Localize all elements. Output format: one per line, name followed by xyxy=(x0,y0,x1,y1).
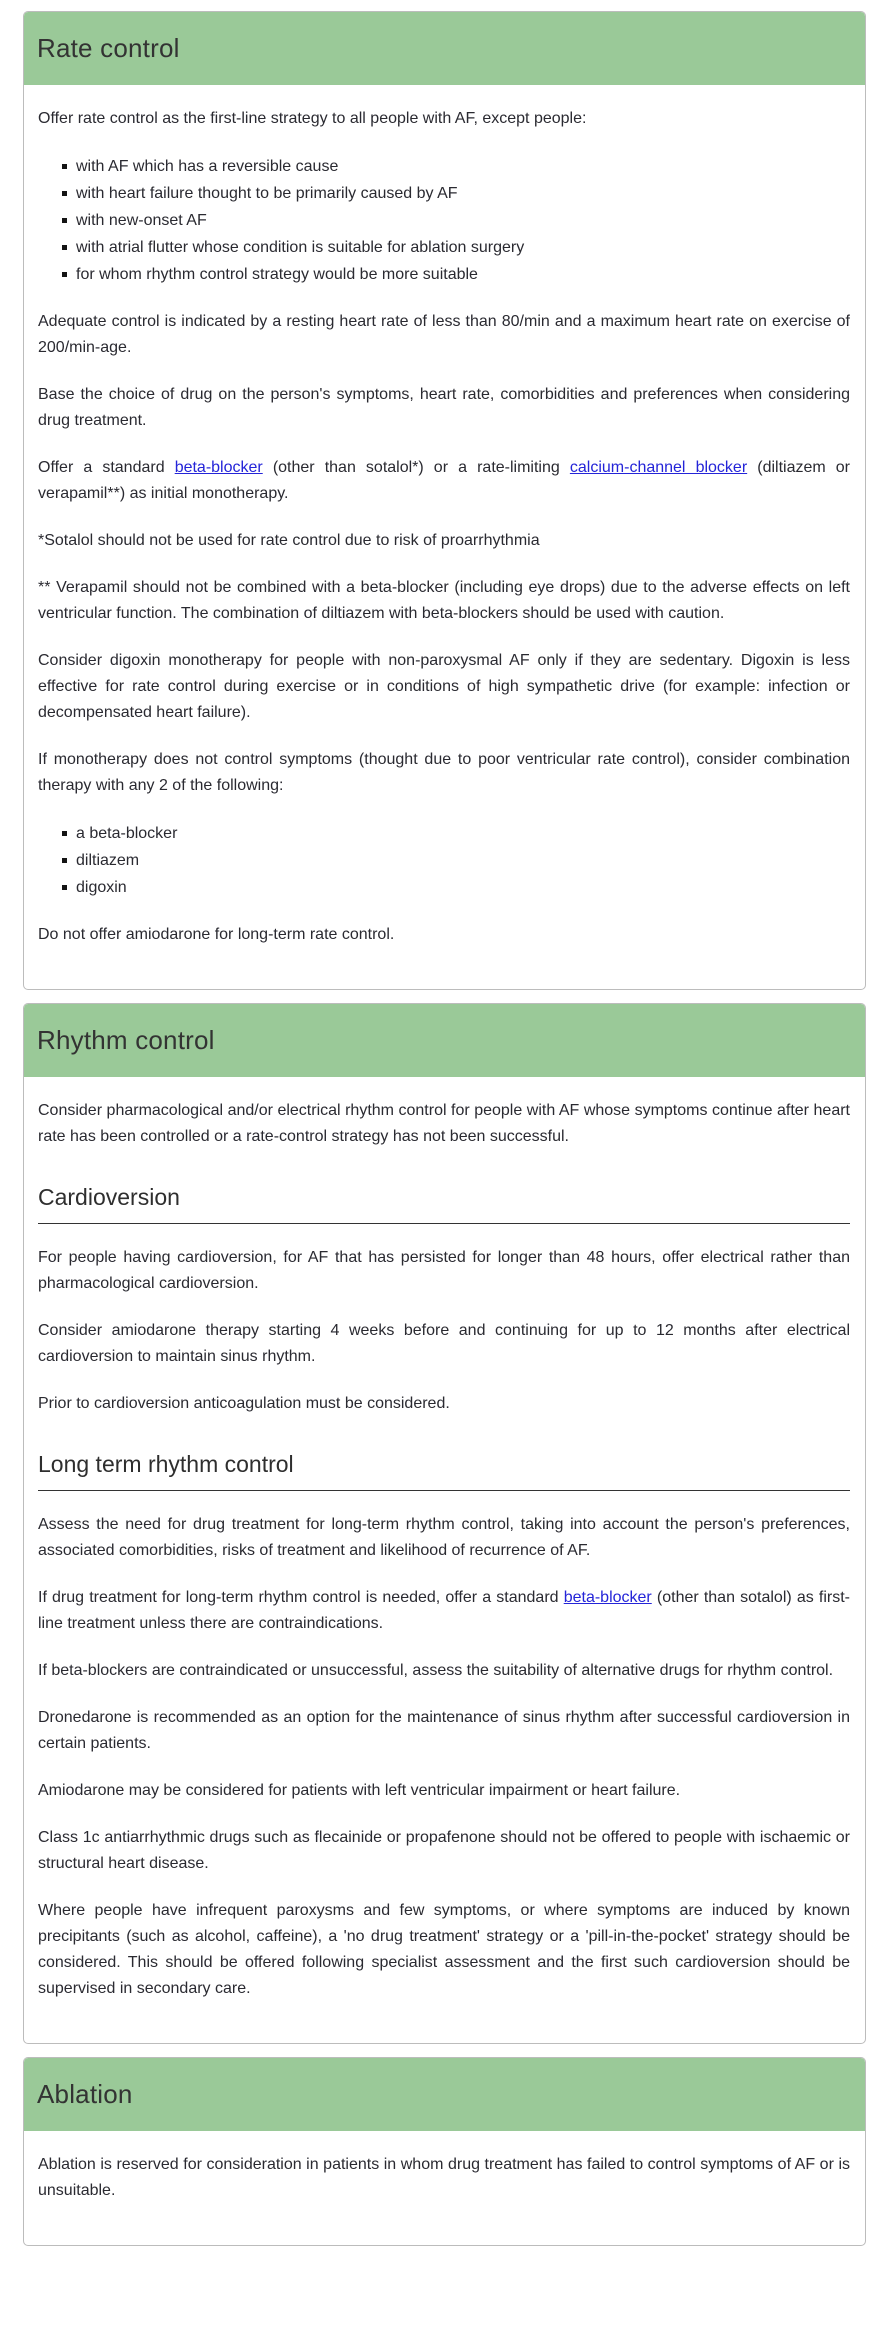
paragraph: Assess the need for drug treatment for long-term rhythm control, taking into account the person's preferences, associated comorbidities, risks of treatment and likelihood of recurrence of AF. xyxy=(38,1516,850,1559)
paragraph: *Sotalol should not be used for rate control due to risk of proarrhythmia xyxy=(38,532,540,549)
beta-blocker-link[interactable]: beta-blocker xyxy=(174,459,263,476)
paragraph: Consider digoxin monotherapy for people with non-paroxysmal AF only if they are sedentary. Digoxin is less effective for rate control during exercise or in conditions of high sympathetic drive (for example: infection or decompensated heart failure). xyxy=(38,652,850,721)
paragraph: Base the choice of drug on the person's symptoms, heart rate, comorbidities and preferences when considering drug treatment. xyxy=(38,386,850,429)
section-header-ablation xyxy=(24,2058,865,2131)
section-header-rhythm-control xyxy=(24,1004,865,1077)
section-title-ablation: Ablation xyxy=(37,2079,133,2109)
section-title-rhythm-control: Rhythm control xyxy=(37,1025,215,1055)
paragraph: If beta-blockers are contraindicated or unsuccessful, assess the suitability of alternative drugs for rhythm control. xyxy=(38,1662,834,1679)
paragraph: Amiodarone may be considered for patients with left ventricular impairment or heart failure. xyxy=(38,1782,681,1799)
list-item-a-beta-blocker: a beta-blocker xyxy=(62,820,850,847)
section-body-ablation xyxy=(24,2152,865,2245)
section-body-rate-control xyxy=(24,106,865,989)
subsection-heading-cardioversion: Cardioversion xyxy=(38,1184,850,1224)
paragraph: Consider amiodarone therapy starting 4 weeks before and continuing for up to 12 months after electrical cardioversion to maintain sinus rhythm. xyxy=(38,1322,850,1365)
paragraph: ** Verapamil should not be combined with a beta-blocker (including eye drops) due to the adverse effects on left ventricular function. The combination of diltiazem with beta-blockers should be used with caution. xyxy=(38,579,850,622)
paragraph: Consider pharmacological and/or electrical rhythm control for people with AF whose symptoms continue after heart rate has been controlled or a rate-control strategy has not been successful. xyxy=(38,1102,850,1145)
list-item-with-heart-failure-thought-to-be-primarily-caused-by-af: with heart failure thought to be primarily caused by AF xyxy=(62,180,850,207)
paragraph: Adequate control is indicated by a resting heart rate of less than 80/min and a maximum heart rate on exercise of 200/min-age. xyxy=(38,313,850,356)
guideline-sections xyxy=(23,11,866,2246)
calcium-channel-blocker-link[interactable]: calcium-channel blocker xyxy=(569,459,748,476)
paragraph: Where people have infrequent paroxysms and few symptoms, or where symptoms are induced by known precipitants (such as alcohol, caffeine), a 'no drug treatment' strategy or a 'pill-in-the-pocket' strategy should be considered. This should be offered following specialist assessment and the first such cardioversion should be supervised in secondary care. xyxy=(38,1902,850,1997)
section-card-ablation xyxy=(23,2057,866,2246)
subsection-heading-long-term-rhythm-control: Long term rhythm control xyxy=(38,1451,850,1491)
beta-blocker-link[interactable]: beta-blocker xyxy=(563,1589,652,1606)
bullet-list xyxy=(38,153,850,288)
paragraph: If drug treatment for long-term rhythm control is needed, offer a standard beta-blocker (other than sotalol) as first-line treatment unless there are contraindications. xyxy=(38,1589,850,1632)
section-header-rate-control xyxy=(24,12,865,85)
list-item-for-whom-rhythm-control-strategy-would-be-more-suitable: for whom rhythm control strategy would be more suitable xyxy=(62,261,850,288)
list-item-with-new-onset-af: with new-onset AF xyxy=(62,207,850,234)
list-item-with-atrial-flutter-whose-condition-is-suitable-for-ablation-surgery: with atrial flutter whose condition is suitable for ablation surgery xyxy=(62,234,850,261)
section-body-rhythm-control xyxy=(24,1098,865,2043)
paragraph: Offer a standard beta-blocker (other than sotalol*) or a rate-limiting calcium-channel blocker (diltiazem or verapamil**) as initial monotherapy. xyxy=(38,459,851,502)
paragraph: Do not offer amiodarone for long-term rate control. xyxy=(38,926,395,943)
list-item-diltiazem: diltiazem xyxy=(62,847,850,874)
list-item-with-af-which-has-a-reversible-cause: with AF which has a reversible cause xyxy=(62,153,850,180)
section-card-rate-control xyxy=(23,11,866,990)
paragraph: For people having cardioversion, for AF that has persisted for longer than 48 hours, offer electrical rather than pharmacological cardioversion. xyxy=(38,1249,850,1292)
paragraph: If monotherapy does not control symptoms (thought due to poor ventricular rate control), consider combination therapy with any 2 of the following: xyxy=(38,751,850,794)
bullet-list xyxy=(38,820,850,901)
section-title-rate-control: Rate control xyxy=(37,33,180,63)
paragraph: Offer rate control as the first-line strategy to all people with AF, except people: xyxy=(38,110,587,127)
section-card-rhythm-control xyxy=(23,1003,866,2044)
paragraph: Prior to cardioversion anticoagulation must be considered. xyxy=(38,1395,450,1412)
list-item-digoxin: digoxin xyxy=(62,874,850,901)
paragraph: Class 1c antiarrhythmic drugs such as flecainide or propafenone should not be offered to people with ischaemic or structural heart disease. xyxy=(38,1829,850,1872)
paragraph: Dronedarone is recommended as an option for the maintenance of sinus rhythm after successful cardioversion in certain patients. xyxy=(38,1709,850,1752)
paragraph: Ablation is reserved for consideration in patients in whom drug treatment has failed to control symptoms of AF or is unsuitable. xyxy=(38,2156,850,2199)
